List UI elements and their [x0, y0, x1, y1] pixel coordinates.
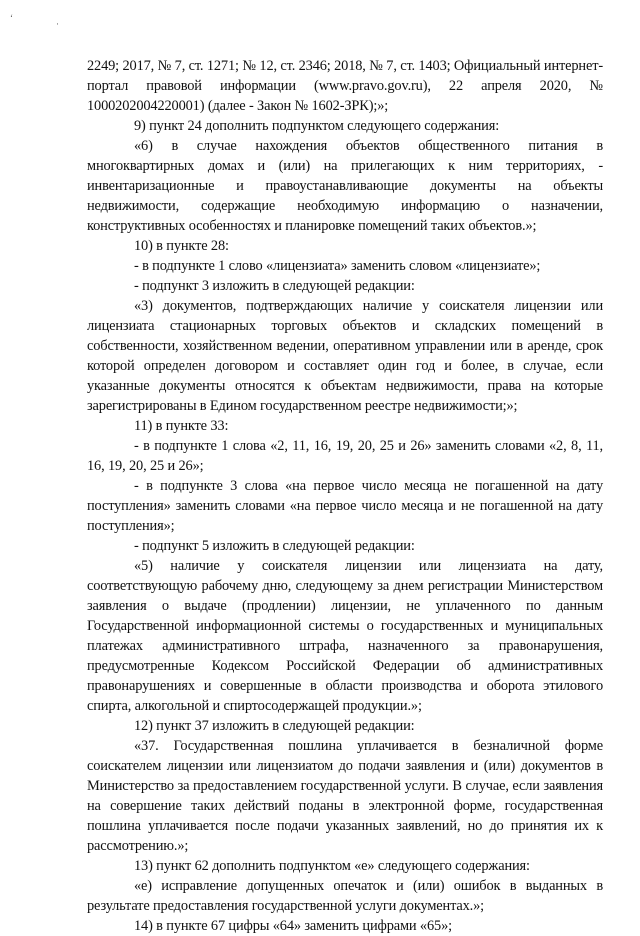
paragraph-item-12: 12) пункт 37 изложить в следующей редакции:	[134, 718, 415, 734]
paragraph-item-9: 9) пункт 24 дополнить подпунктом следующего содержания:	[134, 118, 500, 134]
paragraph-item-10-sub-1: - в подпункте 1 слово «лицензиата» заменить словом «лицензиате»;	[134, 258, 541, 274]
paragraph-item-11-sub-3: - в подпункте 3 слова «на первое число месяца не погашенной на дату поступления» заменить словами «на первое число месяца и не погашенной на дату поступления»;	[87, 478, 603, 534]
paragraph-item-13: 13) пункт 62 дополнить подпунктом «е» следующего содержания:	[134, 858, 530, 874]
paragraph-subitem-5-text: «5) наличие у соискателя лицензии или лицензиата на дату, соответствующую рабочему дню, следующему за днем регистрации Министерством заявления о выдаче (продлении) лицензии, не уплаченного по данным Государственной информационной системы о государственных и муниципальных платежах административного штрафа, назначенного за правонарушения, предусмотренные Кодексом Российской Федерации об административных правонарушениях и совершенные в области производства и оборота этилового спирта, алкогольной и спиртосодержащей продукции.»;	[87, 558, 603, 714]
paragraph-subitem-e-text: «е) исправление допущенных опечаток и (или) ошибок в выданных в результате предоставления государственной услуги документах.»;	[87, 878, 603, 914]
paragraph-item-37-text: «37. Государственная пошлина уплачивается в безналичной форме соискателем лицензии или лицензиатом до подачи заявления и (или) документов в Министерство за предоставлением государственной услуги. В случае, если заявления на совершение таких действий поданы в электронной форме, государственная пошлина уплачивается после подачи указанных заявлений, но до принятия их к рассмотрению.»;	[87, 738, 603, 854]
paragraph-item-11-sub-5: - подпункт 5 изложить в следующей редакции:	[134, 538, 415, 554]
paragraph-subitem-6: «6) в случае нахождения объектов общественного питания в многоквартирных домах и (или) на прилегающих к ним территориях, - инвентаризационные и правоустанавливающие документы на объекты недвижимости, содержащие необходимую информацию о назначении, конструктивных особенностях и планировке помещений таких объектов.»;	[87, 138, 603, 234]
scan-speck-mark: ·	[56, 19, 59, 29]
paragraph-item-10-sub-3: - подпункт 3 изложить в следующей редакции:	[134, 278, 415, 294]
paragraph-law-citation: 2249; 2017, № 7, ст. 1271; № 12, ст. 2346; 2018, № 7, ст. 1403; Официальный интернет-портал правовой информации (www.pravo.gov.ru), 22 апреля 2020, № 1000202004220001) (далее - Закон № 1602-ЗРК);»;	[87, 58, 603, 114]
paragraph-item-14: 14) в пункте 67 цифры «64» заменить цифрами «65»;	[134, 918, 452, 934]
paragraph-item-11-sub-1: - в подпункте 1 слова «2, 11, 16, 19, 20, 25 и 26» заменить словами «2, 8, 11, 16, 19, 20, 25 и 26»;	[87, 438, 603, 474]
scan-speck-mark: ‘	[10, 13, 13, 23]
paragraph-item-10: 10) в пункте 28:	[134, 238, 229, 254]
document-page	[87, 56, 603, 936]
paragraph-item-11: 11) в пункте 33:	[134, 418, 229, 434]
paragraph-subitem-3-text: «3) документов, подтверждающих наличие у соискателя лицензии или лицензиата стационарных торговых объектов и складских помещений в собственности, хозяйственном ведении, оперативном управлении или в аренде, срок которой определен договором и составляет один год и более, в случае, если указанные документы относятся к объектам недвижимости, права на которые зарегистрированы в Едином государственном реестре недвижимости;»;	[87, 298, 603, 414]
